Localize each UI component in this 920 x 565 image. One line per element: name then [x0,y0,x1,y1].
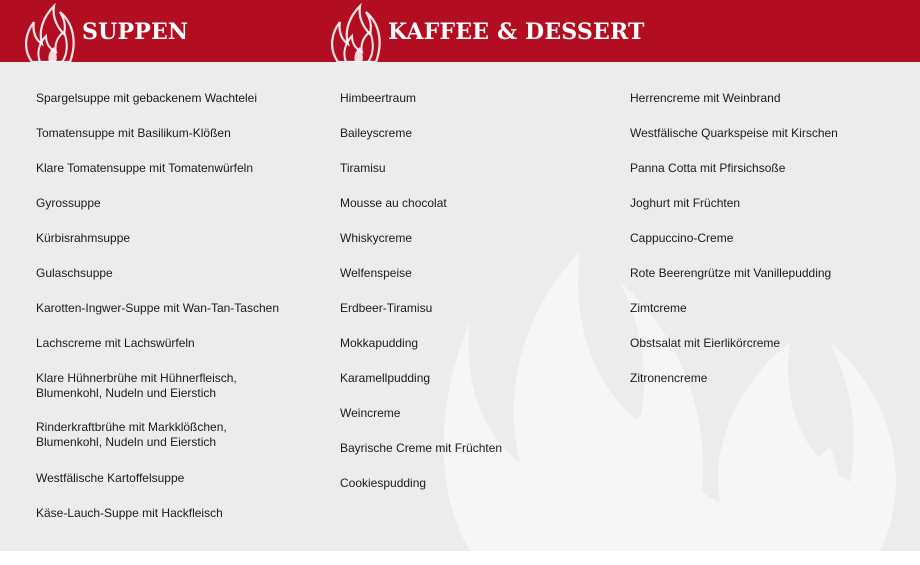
list-item: Mousse au chocolat [340,196,447,210]
list-item: Erdbeer-Tiramisu [340,301,433,315]
list-item: Lachscreme mit Lachswürfeln [36,336,195,350]
list-item [36,420,227,450]
menu-panel [0,62,920,551]
list-item: Baileyscreme [340,126,413,140]
list-item: Whiskycreme [340,231,413,245]
list-item: Weincreme [340,406,401,420]
list-item-line: Rinderkraftbrühe mit Markklößchen, [36,420,227,434]
list-item: Westfälische Kartoffelsuppe [36,471,185,485]
list-item: Mokkapudding [340,336,419,350]
list-item: Herrencreme mit Weinbrand [630,91,781,105]
list-item: Rote Beerengrütze mit Vanillepudding [630,266,832,280]
list-item: Gyrossuppe [36,196,101,210]
list-item: Spargelsuppe mit gebackenem Wachtelei [36,91,258,105]
list-item: Cappuccino-Creme [630,231,734,245]
list-item-line: Blumenkohl, Nudeln und Eierstich [36,386,217,400]
list-item: Tomatensuppe mit Basilikum-Klößen [36,126,231,140]
header-bar [0,0,920,62]
list-item: Gulaschsuppe [36,266,113,280]
list-item: Bayrische Creme mit Früchten [340,441,503,455]
list-item: Zimtcreme [630,301,687,315]
flame-icon [328,0,384,62]
list-item: Cookiespudding [340,476,427,490]
kaffee-dessert-title: KAFFEE & DESSERT [388,19,645,45]
heading-suppen [22,0,188,62]
list-item: Zitronencreme [630,371,708,385]
list-item: Kürbisrahmsuppe [36,231,131,245]
list-item: Karotten-Ingwer-Suppe mit Wan-Tan-Taschen [36,301,279,315]
list-item [36,371,237,401]
list-item: Käse-Lauch-Suppe mit Hackfleisch [36,506,223,520]
list-item: Obstsalat mit Eierlikörcreme [630,336,781,350]
list-item: Panna Cotta mit Pfirsichsoße [630,161,786,175]
suppen-title: SUPPEN [82,19,189,45]
list-item-line: Klare Hühnerbrühe mit Hühnerfleisch, [36,371,237,385]
list-item: Karamellpudding [340,371,431,385]
list-item-line: Blumenkohl, Nudeln und Eierstich [36,435,217,449]
list-item: Himbeertraum [340,91,417,105]
list-item: Westfälische Quarkspeise mit Kirschen [630,126,838,140]
list-item: Klare Tomatensuppe mit Tomatenwürfeln [36,161,254,175]
list-item: Joghurt mit Früchten [630,196,741,210]
flame-icon [22,0,78,62]
list-item: Tiramisu [340,161,386,175]
list-item: Welfenspeise [340,266,412,280]
heading-kaffee-dessert [328,0,645,62]
